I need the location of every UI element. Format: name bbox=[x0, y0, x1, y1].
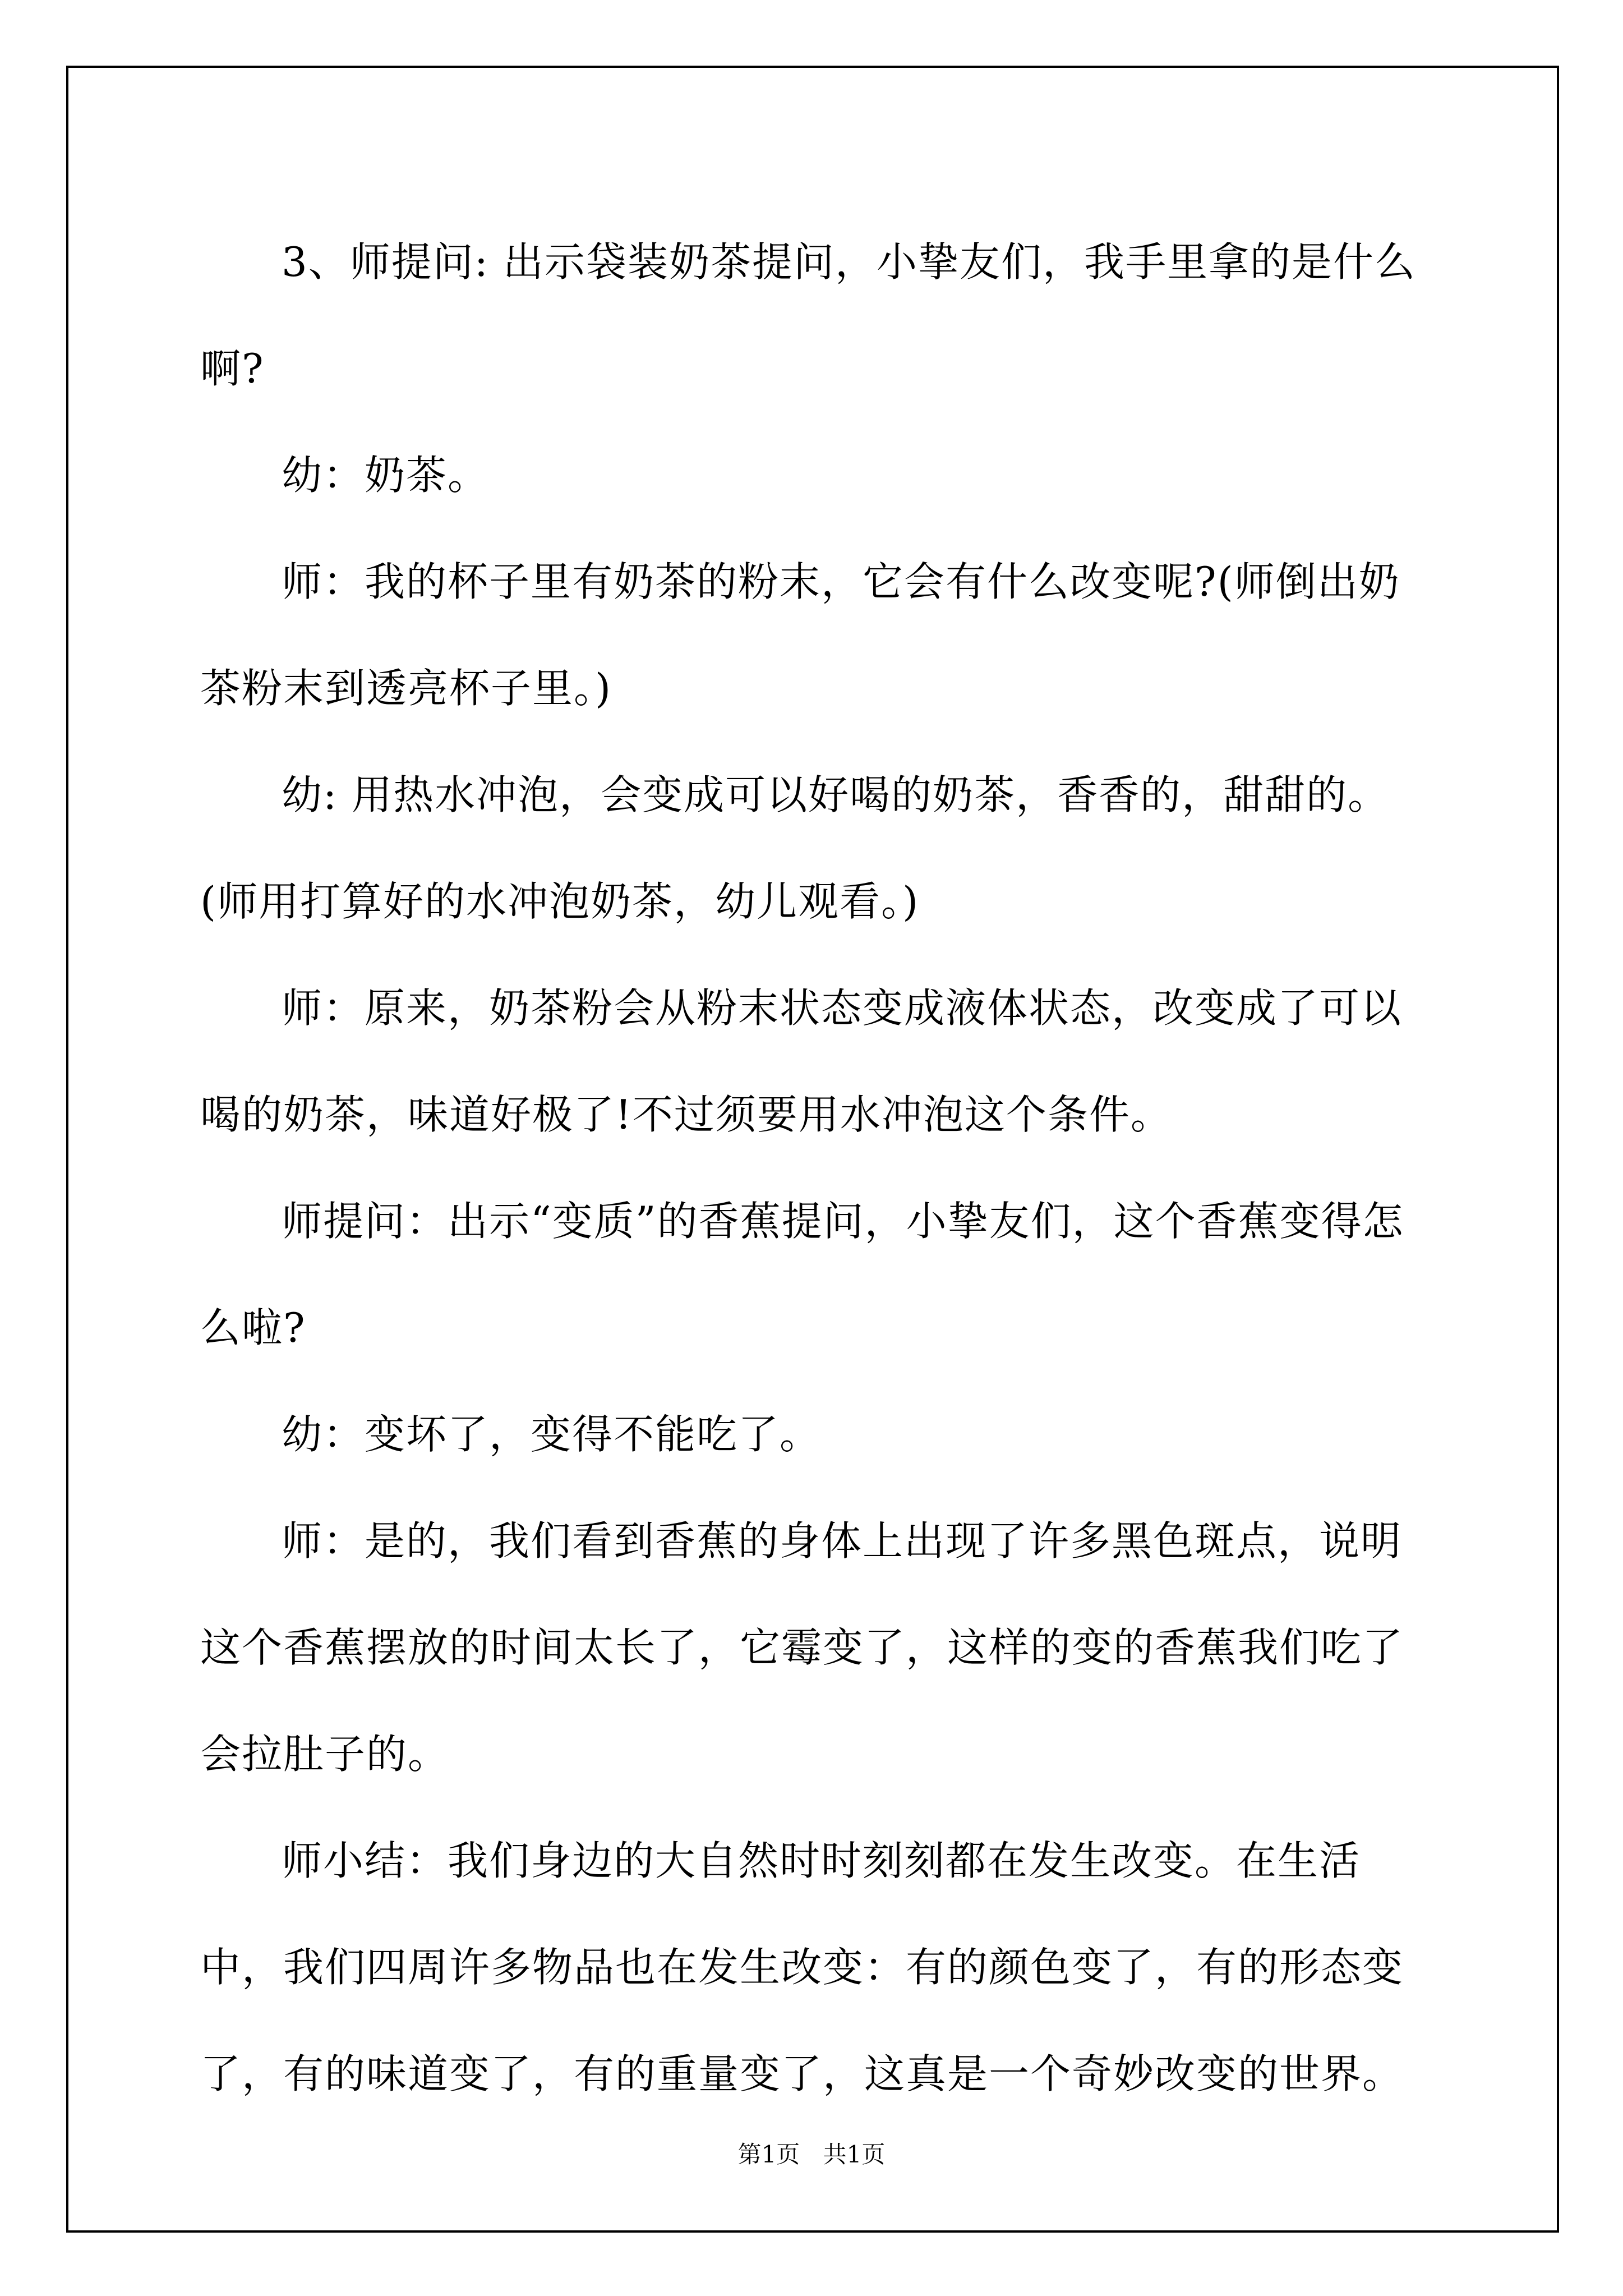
paragraph-6: 师提问：出示“变质”的香蕉提问，小挚友们，这个香蕉变得怎么啦? bbox=[200, 1198, 1404, 1351]
paragraph-8: 师：是的，我们看到香蕉的身体上出现了许多黑色斑点，说明这个香蕉摆放的时间太长了，它霉变了，这样的变的香蕉我们吃了会拉肚子的。 bbox=[200, 1517, 1404, 1778]
paragraph-1: 3、师提问: 出示袋装奶茶提问，小挚友们，我手里拿的是什么啊? bbox=[200, 238, 1416, 392]
paragraph-3: 师：我的杯子里有奶茶的粉末，它会有什么改变呢?(师倒出奶茶粉末到透亮杯子里。) bbox=[200, 558, 1400, 712]
page-footer bbox=[0, 2136, 1623, 2170]
paragraph-7: 幼：变坏了，变得不能吃了。 bbox=[282, 1411, 822, 1458]
total-page-count: 共1页 bbox=[823, 2141, 886, 2168]
current-page-number: 第1页 bbox=[737, 2141, 800, 2168]
paragraph-9: 师小结：我们身边的大自然时时刻刻都在发生改变。在生活中，我们四周许多物品也在发生改变：有的颜色变了，有的形态变了，有的味道变了，有的重量变了，这真是一个奇妙改变的世界。 bbox=[200, 1837, 1404, 2097]
document-body bbox=[200, 209, 1434, 2127]
paragraph-4: 幼: 用热水冲泡，会变成可以好喝的奶茶，香香的，甜甜的。(师用打算好的水冲泡奶茶，幼儿观看。) bbox=[200, 771, 1390, 925]
paragraph-5: 师：原来，奶茶粉会从粉末状态变成液体状态，改变成了可以喝的奶茶，味道好极了!不过须要用水冲泡这个条件。 bbox=[200, 984, 1403, 1138]
paragraph-2: 幼：奶茶。 bbox=[282, 452, 490, 499]
